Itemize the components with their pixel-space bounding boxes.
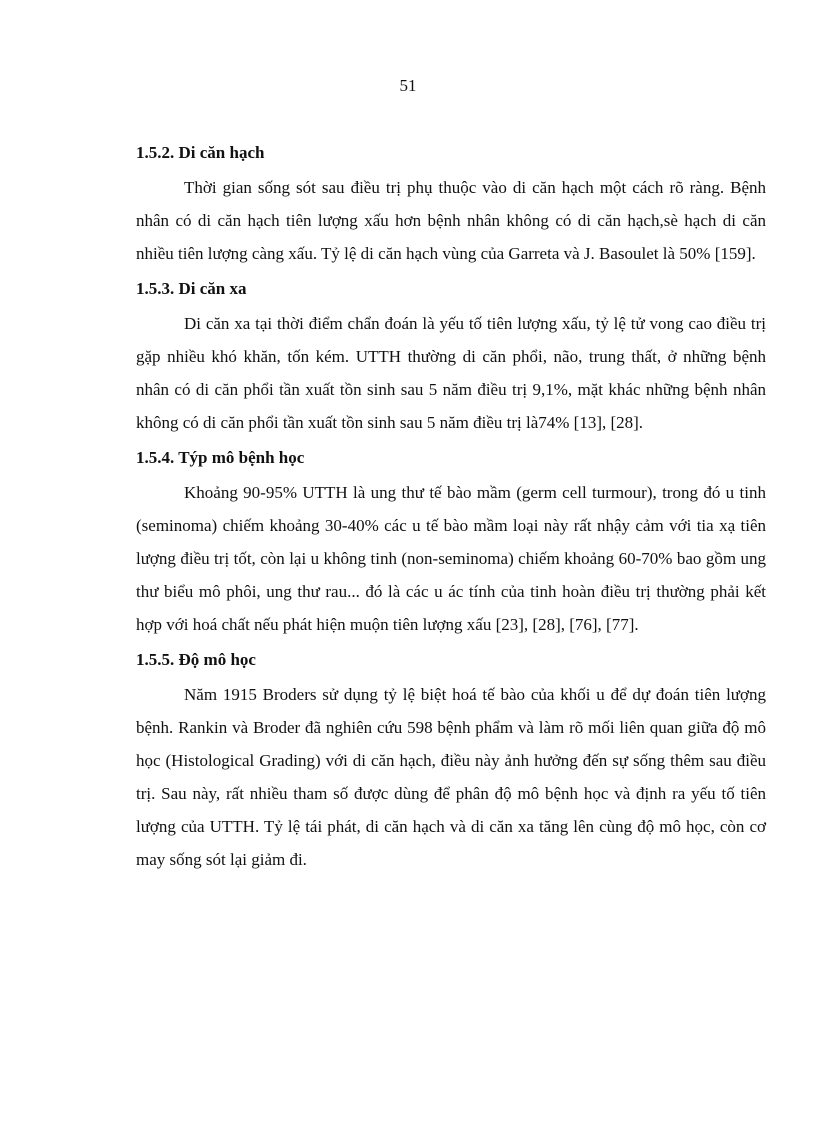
section-heading: 1.5.3. Di căn xa	[136, 279, 247, 298]
section-heading: 1.5.2. Di căn hạch	[136, 143, 265, 162]
section-do-mo-hoc	[136, 649, 766, 876]
section-heading: 1.5.4. Týp mô bệnh học	[136, 448, 305, 467]
section-heading: 1.5.5. Độ mô học	[136, 650, 256, 669]
section-di-can-hach	[136, 142, 766, 270]
page-number: 51	[399, 76, 417, 95]
section-paragraph: Năm 1915 Broders sử dụng tỷ lệ biệt hoá tế bào của khối u để dự đoán tiên lượng bệnh. Rankin và Broder đã nghiên cứu 598 bệnh phẩm và làm rõ mối liên quan giữa độ mô học (Histological Grading) với di căn hạch, điều này ảnh hưởng đến sự sống thêm sau điều trị. Sau này, rất nhiều tham số được dùng để phân độ mô bệnh học và định ra yếu tố tiên lượng của UTTH. Tỷ lệ tái phát, di căn hạch và di căn xa tăng lên cùng độ mô học, còn cơ may sống sót lại giảm đi.	[136, 685, 766, 869]
section-typ-mo-benh-hoc	[136, 447, 766, 641]
section-di-can-xa	[136, 278, 766, 439]
page-content	[136, 142, 766, 884]
section-paragraph: Thời gian sống sót sau điều trị phụ thuộc vào di căn hạch một cách rõ ràng. Bệnh nhân có di căn hạch tiên lượng xấu hơn bệnh nhân không có di căn hạch,sè hạch di căn nhiều tiên lượng càng xấu. Tỷ lệ di căn hạch vùng của Garreta và J. Basoulet là 50% [159].	[136, 178, 766, 263]
section-paragraph: Khoảng 90-95% UTTH là ung thư tế bào mầm (germ cell turmour), trong đó u tinh (seminoma) chiếm khoảng 30-40% các u tế bào mầm loại này rất nhậy cảm với tia xạ tiên lượng điều trị tốt, còn lại u không tinh (non-seminoma) chiếm khoảng 60-70% bao gồm ung thư biểu mô phôi, ung thư rau... đó là các u ác tính của tinh hoàn điều trị thường phải kết hợp với hoá chất nếu phát hiện muộn tiên lượng xấu [23], [28], [76], [77].	[136, 483, 766, 634]
section-paragraph: Di căn xa tại thời điểm chẩn đoán là yếu tố tiên lượng xấu, tỷ lệ tử vong cao điều trị gặp nhiều khó khăn, tốn kém. UTTH thường di căn phổi, não, trung thất, ở những bệnh nhân có di căn phổi tần xuất tồn sinh sau 5 năm điều trị 9,1%, mặt khác những bệnh nhân không có di căn phổi tần xuất tồn sinh sau 5 năm điều trị là74% [13], [28].	[136, 314, 766, 432]
